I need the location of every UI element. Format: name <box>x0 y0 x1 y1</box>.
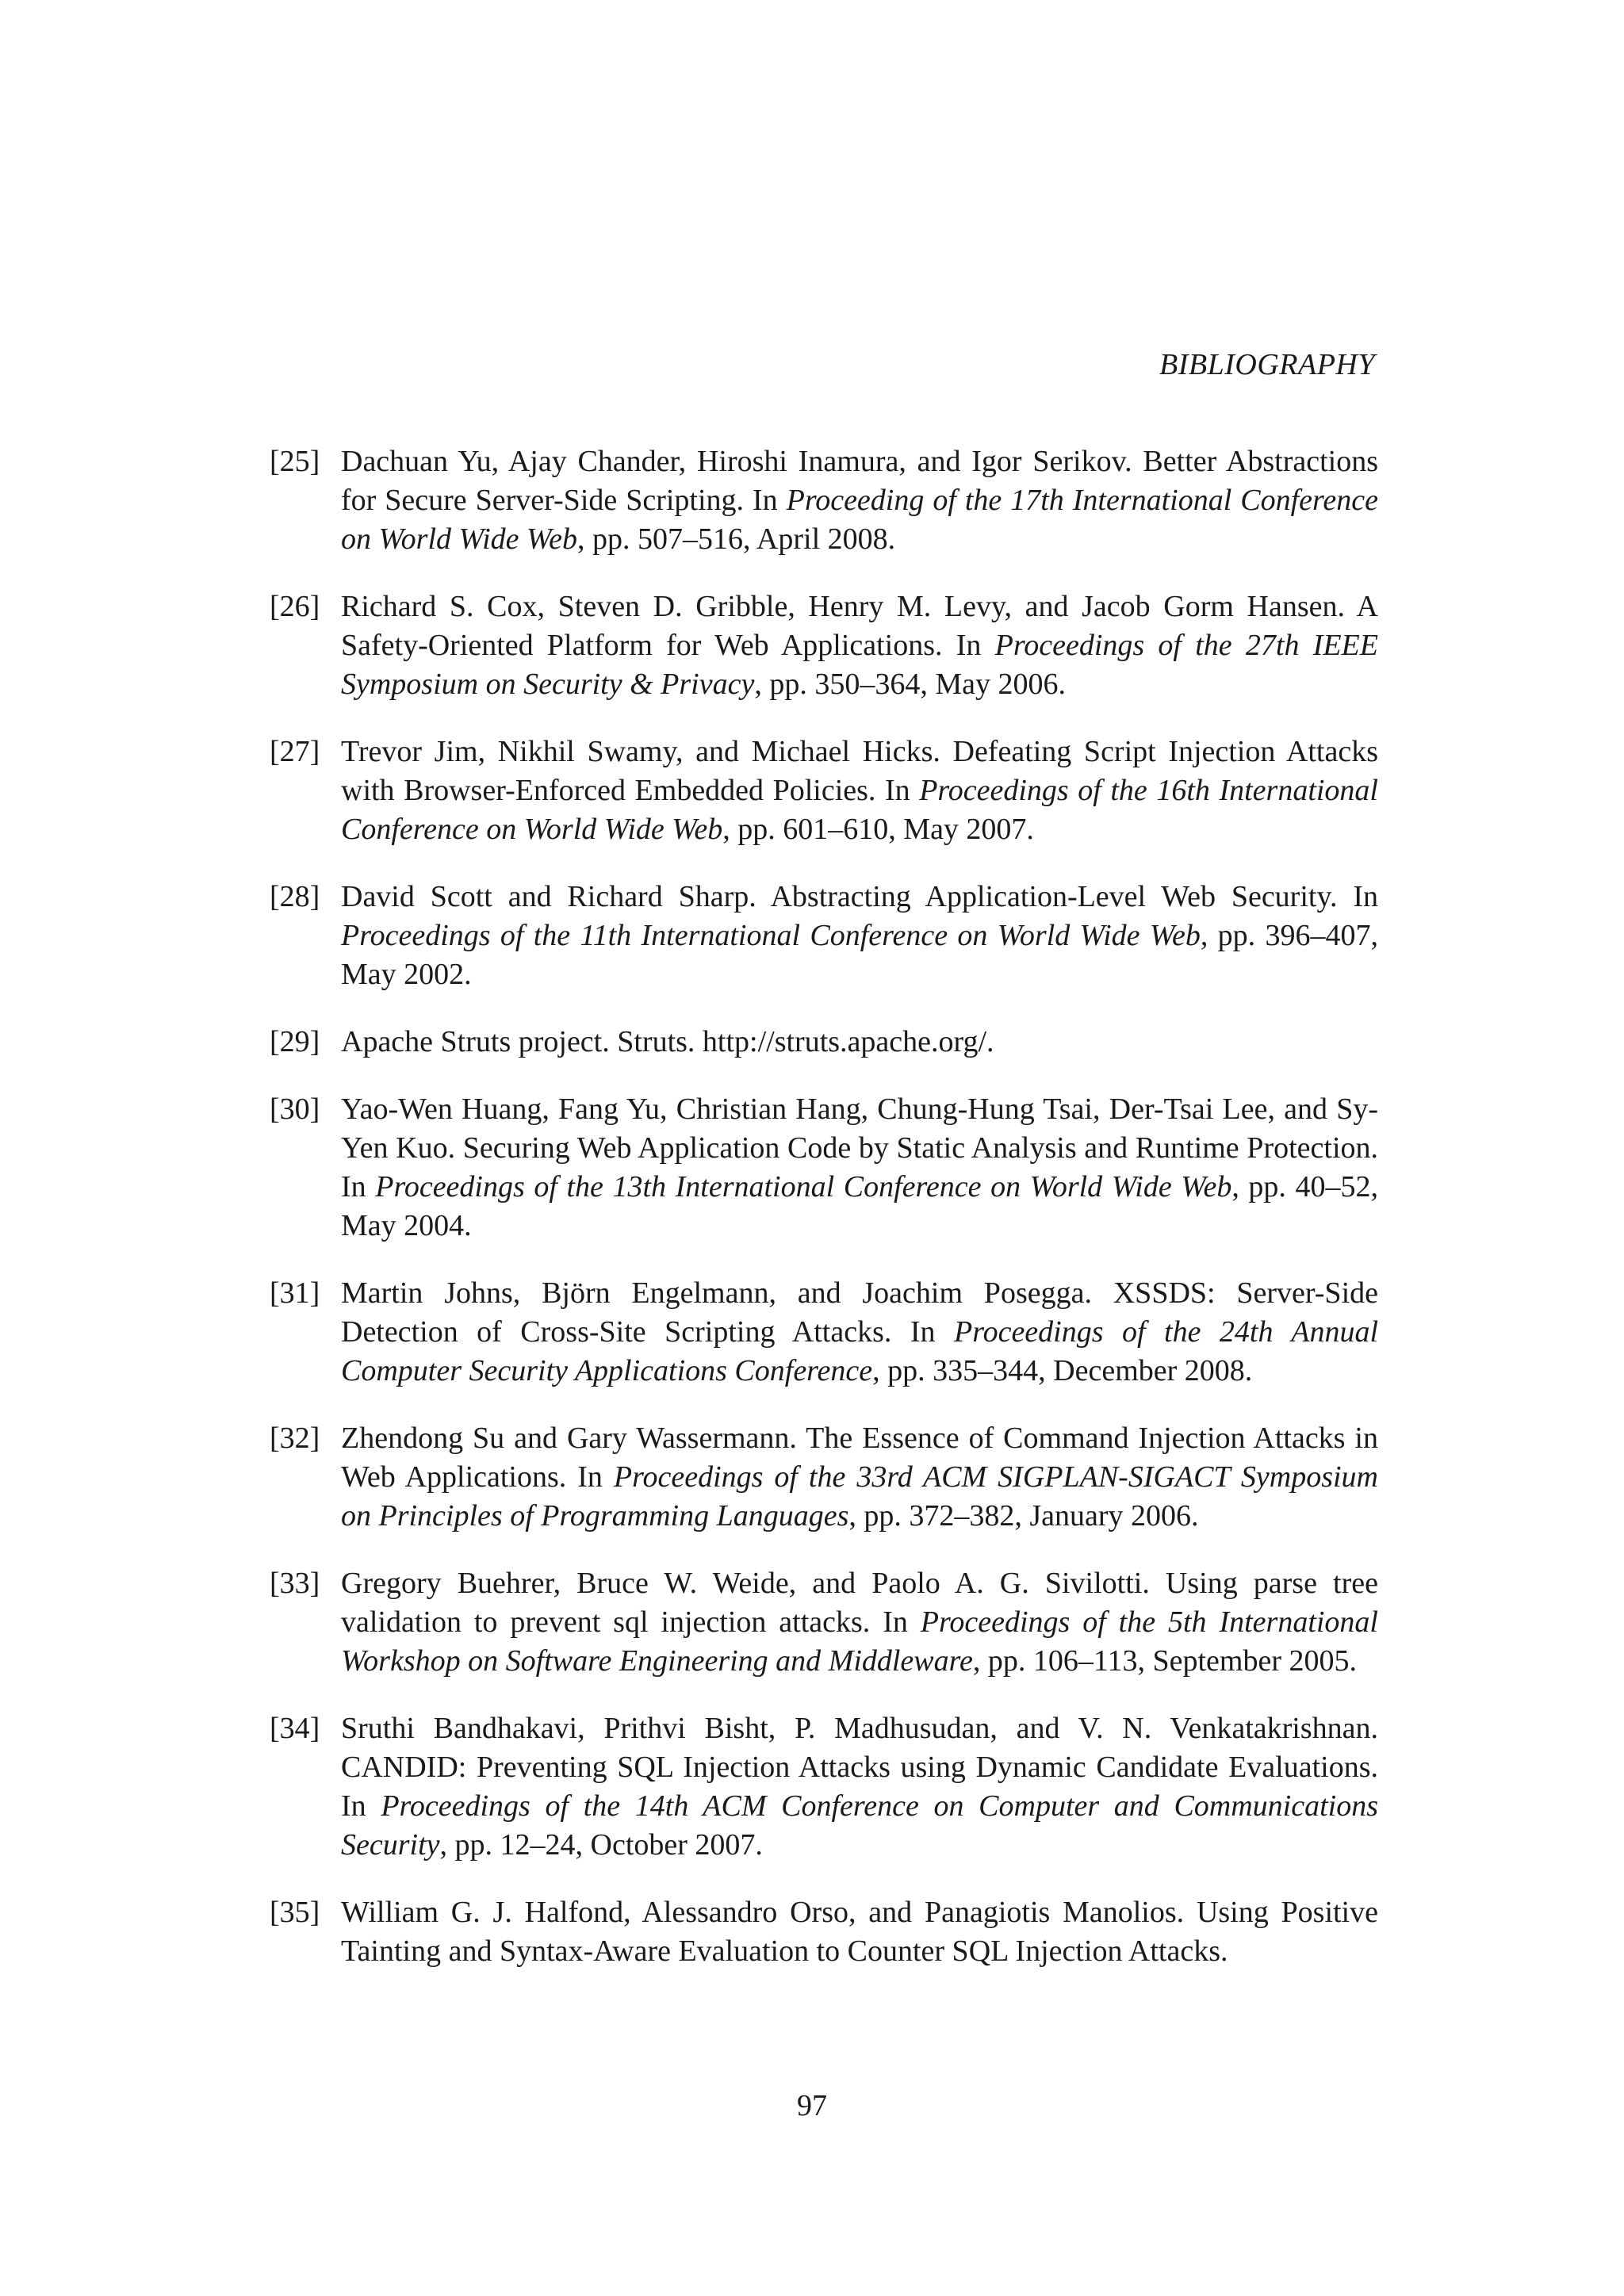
reference-number: [32] <box>270 1422 320 1455</box>
reference-details: , pp. 601–610, May 2007. <box>722 813 1034 846</box>
reference-number: [29] <box>270 1025 320 1058</box>
reference-number: [27] <box>270 735 320 768</box>
reference-text <box>341 1090 1378 1246</box>
reference-entry <box>270 1709 1378 1865</box>
reference-entry <box>270 878 1378 994</box>
reference-entry <box>270 1564 1378 1681</box>
reference-details: , pp. 372–382, January 2006. <box>848 1499 1199 1533</box>
reference-details: , pp. 350–364, May 2006. <box>754 668 1066 701</box>
reference-number: [33] <box>270 1567 320 1600</box>
reference-authors-title: Gregory Buehrer, Bruce W. Weide, and Paolo A. G. Sivilotti. Using parse tree validation to prevent sql injection attacks. In <box>341 1567 1378 1639</box>
page-number: 97 <box>797 2089 827 2122</box>
reference-authors-title: Zhendong Su and Gary Wassermann. The Essence of Command Injection Attacks in Web Applications. In <box>341 1422 1378 1494</box>
reference-list <box>270 442 1378 1999</box>
reference-details: , pp. 12–24, October 2007. <box>439 1828 763 1862</box>
reference-text <box>341 878 1378 994</box>
reference-venue: Proceedings of the 11th International Conference on World Wide Web <box>341 919 1201 952</box>
reference-number: [31] <box>270 1276 320 1310</box>
reference-venue: Proceedings of the 16th International Conference on World Wide Web <box>341 774 1378 846</box>
running-head: BIBLIOGRAPHY <box>1159 348 1375 381</box>
reference-entry <box>270 1090 1378 1246</box>
reference-number: [25] <box>270 445 320 478</box>
reference-text <box>341 1564 1378 1681</box>
reference-authors-title: Martin Johns, Björn Engelmann, and Joachim Posegga. XSSDS: Server-Side Detection of Cross-Site Scripting Attacks. In <box>341 1276 1378 1349</box>
reference-venue: Proceeding of the 17th International Conference on World Wide Web <box>341 484 1378 556</box>
reference-entry <box>270 1419 1378 1536</box>
reference-text <box>341 1419 1378 1536</box>
reference-venue: Proceedings of the 33rd ACM SIGPLAN-SIGACT Symposium on Principles of Programming Languages <box>341 1460 1378 1533</box>
reference-details: , pp. 396–407, May 2002. <box>341 919 1378 991</box>
reference-authors-title: Yao-Wen Huang, Fang Yu, Christian Hang, Chung-Hung Tsai, Der-Tsai Lee, and Sy-Yen Kuo. Securing Web Application Code by Static Analysis and Runtime Protection. In <box>341 1093 1378 1203</box>
reference-number: [30] <box>270 1093 320 1126</box>
reference-venue: Proceedings of the 27th IEEE Symposium on Security & Privacy <box>341 629 1378 701</box>
reference-text <box>341 1023 1378 1062</box>
reference-authors-title: Apache Struts project. Struts. http://struts.apache.org/. <box>341 1025 994 1058</box>
reference-entry <box>270 587 1378 704</box>
reference-entry <box>270 1893 1378 1971</box>
reference-number: [34] <box>270 1712 320 1745</box>
reference-entry <box>270 1274 1378 1391</box>
reference-text <box>341 1709 1378 1865</box>
reference-venue: Proceedings of the 14th ACM Conference on Computer and Communications Security <box>341 1789 1379 1862</box>
reference-text <box>341 442 1378 559</box>
reference-number: [28] <box>270 880 320 913</box>
reference-authors-title: David Scott and Richard Sharp. Abstracting Application-Level Web Security. In <box>341 880 1378 913</box>
reference-text <box>341 733 1378 849</box>
reference-details: , pp. 507–516, April 2008. <box>577 522 896 556</box>
reference-entry <box>270 733 1378 849</box>
reference-entry <box>270 1023 1378 1062</box>
reference-details: , pp. 335–344, December 2008. <box>872 1354 1253 1387</box>
reference-entry <box>270 442 1378 559</box>
reference-authors-title: Dachuan Yu, Ajay Chander, Hiroshi Inamura, and Igor Serikov. Better Abstractions for Secure Server-Side Scripting. In <box>341 445 1378 517</box>
reference-details: , pp. 106–113, September 2005. <box>972 1644 1357 1678</box>
reference-authors-title: Richard S. Cox, Steven D. Gribble, Henry M. Levy, and Jacob Gorm Hansen. A Safety-Oriented Platform for Web Applications. In <box>341 590 1378 662</box>
reference-number: [35] <box>270 1896 320 1929</box>
reference-details: , pp. 40–52, May 2004. <box>341 1170 1379 1242</box>
reference-authors-title: William G. J. Halfond, Alessandro Orso, and Panagiotis Manolios. Using Positive Tainting and Syntax-Aware Evaluation to Counter SQL Injection Attacks. <box>341 1896 1378 1968</box>
reference-text <box>341 1274 1378 1391</box>
reference-venue: Proceedings of the 13th International Conference on World Wide Web <box>375 1170 1232 1203</box>
reference-venue: Proceedings of the 5th International Workshop on Software Engineering and Middleware <box>341 1605 1378 1678</box>
reference-text <box>341 1893 1378 1971</box>
reference-authors-title: Sruthi Bandhakavi, Prithvi Bisht, P. Madhusudan, and V. N. Venkatakrishnan. CANDID: Preventing SQL Injection Attacks using Dynamic Candidate Evaluations. In <box>341 1712 1378 1823</box>
reference-authors-title: Trevor Jim, Nikhil Swamy, and Michael Hicks. Defeating Script Injection Attacks with Browser-Enforced Embedded Policies. In <box>341 735 1378 807</box>
reference-text <box>341 587 1378 704</box>
reference-venue: Proceedings of the 24th Annual Computer Security Applications Conference <box>341 1315 1379 1387</box>
reference-number: [26] <box>270 590 320 623</box>
